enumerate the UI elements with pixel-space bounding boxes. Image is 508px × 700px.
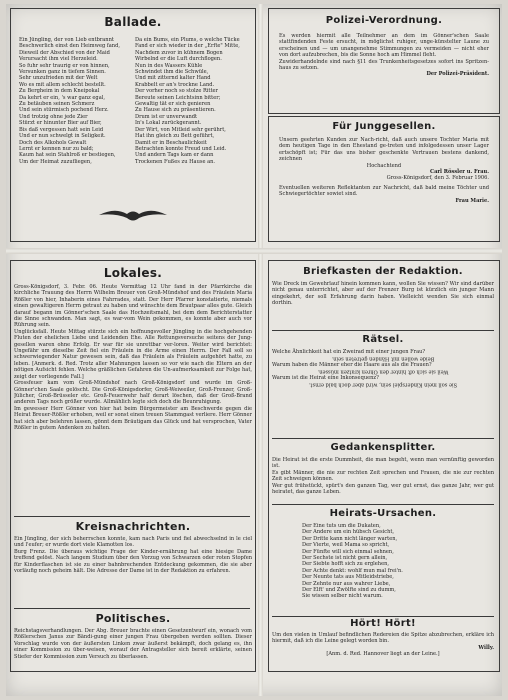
lokales-paragraph-3: Grossfeuer kam vom Groß-Mündshof nach Groß-Königsdorf und wurde im Groß-Gönner'chen Saale gelöscht. Die Groß-Königsdorfer, Groß-Weiweiler, Groß-Frenzer, Groß-Jülicher, Groß-Brüsseler etc. Groß-Feuerwehr half derart löschen, daß der Groß-Brand anderen Tags noch größer wurde. Allmählich legte sich doch die Beunruhigung. (14, 380, 252, 406)
raetsel-title: Rätsel. (362, 334, 404, 345)
junggesellen-sign: Carl Rössler u. Frau. (430, 169, 489, 176)
ballade-verse-line: Schwindet ihm die Schwüle, (135, 69, 209, 76)
ballade-verse-line: Nun in des Wassers Kühle (135, 62, 203, 69)
junggesellen-body-2: Eventuellen weiteren Reflektanten zur Nachricht, daß bald meine Töchter und Schwiegertöchter sowiet sind. (279, 184, 489, 198)
ballade-verse-line: Hat ihn gleich zu Bett geführt, (135, 133, 215, 140)
ballade-verse-line: Der Wirt, von Mitleid sehr gerührt, (135, 126, 226, 133)
gedanken-paragraph-3: Wer gut frühstückt, spürt's den ganzen Tag, wer gut ernst, das ganze Jahr, wer gut heiratet, das ganze Leben. (272, 482, 494, 496)
ballade-verse-line: Der vorher noch so stolze Ritter (135, 88, 218, 95)
lokales-paragraph-4: Im gewesser Herr Gönner von hier hat beim Bürgermeister am Beschwerde gegen die Heirat Breuer-Rößler erhoben, weil er sonst einen treuen Stammgast verliere. Herr Gönner hat sich aber belehren lassen, gönnt dem Bräutigam das Glück und hat versprochen, Vater Rößler in gutem Andenken zu halten. (14, 405, 252, 431)
heirats-verse-line: Sie wissen selber nicht warum. (302, 593, 383, 600)
ballade-verse-line: Zu Bergheim in dem Kneipokal (19, 88, 100, 95)
briefkasten-body: Wie Dreck im Gewehrlauf hinein kommen kann, wollen Sie wissen? Wir sind darüber nicht genau unterrichtet, aber auf der Frenzer Burg ist kürzlich ein junger Mann eingekehrt, der soll Erfahrung darin haben. Vielleicht wenden Sie sich einmal dorthin. (272, 281, 494, 307)
ballade-verse-line: Fand er sich wieder in der „Erfte" Mitte, (135, 43, 240, 50)
heirats-verse-line: Der Eine tuts um die Dukaten, (302, 523, 381, 529)
hoert-section (272, 618, 494, 668)
ballade-verse-line: Beschwerlich einst den Heimweg fand, (19, 43, 120, 50)
divider (14, 516, 250, 517)
hoert-sign: Willy. (478, 644, 494, 651)
junggesellen-box (268, 116, 500, 242)
ballade-verse-line: Und andern Tags kam er dann (135, 152, 214, 159)
heirats-verse-line: Der Andere um ein hübsch Gesicht, (302, 529, 395, 536)
ballade-verse-line: Stürzt er hinunter Bier auf Bier, (19, 120, 102, 127)
junggesellen-title: Für Junggesellen. (332, 121, 436, 132)
raetsel-answer-2: Weil sie sich oft hinter den Ohren kratzen müssen. (317, 368, 449, 375)
ballade-verse-line: Doch des Alkohols Gewalt (19, 139, 87, 146)
heirats-verse-line: Der Fünfte will sich einmal sehnen, (302, 548, 394, 555)
politisches-paragraph-1: Reichstagsverhandlungen. Der Abg. Breuer brachte einen Gesetzentwurf ein, wonach vom Rößlerschen Janus zur Bändi-gung einer jungen Frau übergeben werden sollten. Dieser Vorschlag wurde von der äußersten Linken zwar äußerst bekämpft, doch gelang es, ihn einer Kommission zu über-weisen, worauf der Antragsteller sich bereit erklärte, seinen Stiefer der Kommission zum Versuch zu überlassen. (14, 628, 252, 660)
ballade-verse-line: Um der Heimat zuzufliegen, (19, 158, 92, 165)
ballade-verse-line: Lernt er kennen nur zu bald; (19, 145, 94, 152)
kreis-paragraph-1: Ein Jüngling, der sich beherrschen konnte, kam nach Paris und fiel abwechselnd in le ciel und l'eufer; er wurde dort viele Klamotten los. (14, 536, 252, 549)
hoert-body: Um den vielen in Umlauf befindlichen Redereien die Spitze abzubrechen, erkläre ich hiermit, daß ich die Leine gelegt worden bin. (272, 632, 494, 645)
briefkasten-title: Briefkasten der Redaktion. (303, 266, 463, 277)
raetsel-answer-1: Beide wollen mit Händen getreten sein. (331, 355, 435, 362)
ballade-verse-line: Und mit zitternd kalter Hand (135, 75, 211, 82)
ballade-verse-line: Da kehrt er ein, 's war ganz egal, (19, 94, 105, 101)
heirats-verse-line: Der Elft' und Zwölfte sind zu dumm, (302, 587, 396, 594)
ballade-verse-line: Zu Hause sich zu präsentieren. (135, 107, 216, 114)
divider (14, 608, 250, 609)
ballade-verse-line: Verursacht ihm viel Herzeleid. (19, 56, 98, 63)
gedanken-section (272, 442, 494, 498)
heirats-verse-line: Der Vierte, weil Mama so spricht, (302, 542, 390, 549)
heirats-verse-line: Der Achte denkt: wohlf mun mal frei'n. (302, 567, 403, 574)
briefkasten-section (272, 266, 494, 326)
junggesellen-sign-2: Frau Marie. (455, 197, 489, 204)
junggesellen-date: Gross-Königsdorf, den 3. Februar 1906. (386, 175, 489, 182)
ballade-verse-line: Und trotzig ohne jede Zier (19, 113, 88, 120)
gedanken-paragraph-2: Es gibt Männer, die nie zur rechten Zeit sprechen und Frauen, die nie zur rechten Zeit schweigen können. (272, 469, 494, 483)
ballade-verse-line: Krabbelt er an's trockne Land. (135, 81, 215, 88)
heirats-verse-line: Der Zehnte nur aus wahrer Liebe, (302, 580, 391, 587)
divider (272, 438, 494, 439)
kreis-paragraph-2: Burg Frenz. Die überaus wichtige Frage der Kinder-ernährung hat eine hiesige Dame treffend gelöst. Nach langem Studium über den Vorzug von Schwarzen oder roten Stopfen für Kinderflaschen ist sie zu einer bahnbrechenden Entdeckung gekommen, die sie aber vorläufig noch geheim hält. Die Adresse der Dame ist in der Redaktion zu erfahren. (14, 548, 252, 575)
heirats-verse-line: Der Dritte kann nicht länger warten, (302, 535, 398, 542)
gedanken-title: Gedankensplitter. (330, 442, 436, 453)
ballade-verse-line: In's Lokal zurückgerannt. (135, 120, 202, 127)
politisches-title: Politisches. (95, 612, 171, 625)
ballade-verse-line: So fuhr sehr traurig er von hinnen, (19, 62, 110, 69)
divider (272, 504, 494, 505)
lokales-paragraph-2: Unglücksfall. Heute Mittag stürzte sich ein hoffnungsvoller Jüngling in die hochgehenden Fluten der ehelichen Liebe und Leidenden Ehe. Alle Rettungsversuche seitens der Jung-gesellen waren ohne Erfolg. Er war für sie unrettbar ver-loren. Weiter wird berichtet: Ungefähr um dieselbe Zeit fiel ein Fräulein in die Arme einen Herrn. Der Fall soll so schwerwiegender Natur gewesen sein, daß das Fräulein als Fräulein aufgehört hatte, zu leben. [Anmerk. d. Red. Trotz aller Mahnungen lassen so vor wie nach die Eltern an der nötigen Aufsicht fehlen. Welche gräßlichen Gefahren die Un-aufmerksamkeit zur Folge hat, zeigt der vorliegende Fall.] (14, 328, 252, 380)
polizei-box (268, 8, 500, 114)
ballade-column-left (19, 37, 131, 165)
polizei-body: Es werden hiermit alle Teilnehmer an dem im Gönner'schen Saale stattfindenden Feste ersucht, in möglichst ruhiger, unge-künstelter Laune zu erscheinen und — um unangenehme Stimmungen zu vermeiden — nicht eher von dort aufzubrechen, bis die Sonne hoch am Himmel fleht. (279, 33, 489, 59)
gedanken-paragraph-1: Die Heirat ist die erste Dummheit, die man begeht, wenn man vernünftig geworden ist. (272, 457, 494, 470)
ballade-column-right (135, 37, 253, 165)
ballade-verse-line: Damit er in Beschaulichkeit (135, 139, 207, 146)
newspaper-page (6, 4, 502, 696)
polizei-sign: Der Polizei-Präsident. (426, 71, 489, 78)
ballade-verse-line: Wirbelnd er die Luft durchflogen. (135, 56, 222, 63)
raetsel-answer-3: Sie soll mein Kinderspiel sein, wird aber doch bald ernst. (308, 381, 458, 388)
heirats-verse-line: Der Siebte hofft sich zu erglehen, (302, 561, 389, 568)
ballade-verse-line: Bereute seinen Leichtsinn bitter; (135, 94, 221, 101)
heirats-verse-line: Der Sechste ist nicht gern allein, (302, 555, 388, 562)
ballade-verse-line: Sehr unzufrieden mit der Welt (19, 75, 98, 82)
paper-fold-horizontal (6, 248, 502, 254)
ornament-swallow-icon (97, 205, 169, 225)
divider (272, 616, 494, 617)
heirats-section (272, 508, 494, 610)
ballade-verse-line: Zu betäuben seinen Schmerz (19, 101, 95, 108)
polizei-body-2: Zuwiderhandelnde sind nach §11 des Trunkenheitsgesetzes sofort ins Spritzen-haus zu setzen. (279, 58, 489, 72)
kreis-section (14, 520, 252, 590)
raetsel-section (272, 334, 494, 436)
junggesellen-greeting: Hochachtend (366, 162, 402, 169)
ballade-verse-line: Bis daß vergessen hatt sein Leid (19, 126, 104, 133)
ballade-verse-line: Trockenen Fußes zu Hause an. (135, 158, 216, 165)
divider (272, 330, 494, 331)
lokales-paragraph-1: Gross-Königsdorf, 3. Febr. 06. Heute Vormittag 12 Uhr fand in der Pfarrkirche die kirchliche Trauung des Herrn Wilhelm Breuer von Groß-Mündshof und des Fräulein Maria Rößler von hier, Inhaberin eines Fahrrades, statt. Der Herr Pfarrer konstatierte, niemals einen gewaltigeren Herrn getraut zu haben und wünschte dem Brautpaar alles gute. Gleich darauf begann im Gönner'schen Saale das Hochzeitsmahl, bei dem dem Berichterstatter die Sinne schwanden. Man sagt, es war-vom Wein gekommen, es konnte aber auch vor Rührung sein. (14, 284, 252, 329)
ballade-box (10, 8, 256, 242)
raetsel-question-2: Warum haben die Männer eher die Haare aus als die Frauen? (272, 361, 432, 368)
raetsel-question-1: Welche Ähnlichkeit hat ein Zweirad mit einer jungen Frau? (272, 349, 426, 355)
polizei-title: Polizei-Verordnung. (325, 15, 443, 26)
ballade-verse-line: Drum ist er unverwandt (135, 113, 198, 120)
hoert-note: [Anm. d. Red. Hannover liegt an der Leine.] (326, 651, 440, 658)
paper-fold-vertical (258, 4, 263, 696)
ballade-verse-line: Ein Jüngling, der von Lieb entbrannt (19, 37, 114, 43)
ballade-title: Ballade. (104, 15, 162, 29)
ballade-verse-line: Versunken ganz in tiefem Sinnen. (19, 69, 106, 76)
junggesellen-body: Unsern geehrten Kunden zur Nach-richt, daß auch unsere Tochter Maria mit dem heutigen Tage in den Ehestand ge-treten und infolgedessen unser Lager ertschöpft ist; Für das uns bisher geschenkte Vertrauen bestens dankend, zeichnen (279, 137, 489, 163)
heirats-title: Heirats-Ursachen. (329, 508, 437, 519)
ballade-verse-line: Dieweil der Abschied von der Maid (19, 49, 110, 56)
lokales-title: Lokales. (103, 266, 163, 280)
raetsel-question-3: Warum ist die Heirat eine Inkonsequenz? (272, 374, 379, 381)
ballade-verse-line: Betrachten konnte Freud und Leid. (135, 145, 227, 152)
ballade-verse-line: Wo es mit allem schlecht bestellt. (19, 81, 106, 88)
kreis-title: Kreisnachrichten. (75, 520, 191, 533)
ballade-verse-line: Da ein Bums, ein Plums, o welche Tücke (135, 37, 240, 43)
hoert-title: Hört! Hört! (350, 618, 416, 629)
ballade-verse-line: Kaum hat sein Stahlroß er bestiegen, (19, 152, 116, 159)
heirats-poem (272, 523, 494, 600)
heirats-verse-line: Der Neunte tats aus Mitleidstriebe, (302, 574, 394, 581)
lokales-section (14, 266, 252, 484)
ballade-verse-line: Und er nun schwelgt in Seligkeit. (19, 133, 106, 140)
politisches-section (14, 612, 252, 668)
ballade-verse-line: Nachdem zuvor in kühnem Bogen (135, 49, 223, 56)
ballade-verse-line: Und sein stürmisch pochend Herz. (19, 107, 109, 114)
ballade-verse-line: Gewaltig tät er sich genieren (135, 101, 211, 108)
